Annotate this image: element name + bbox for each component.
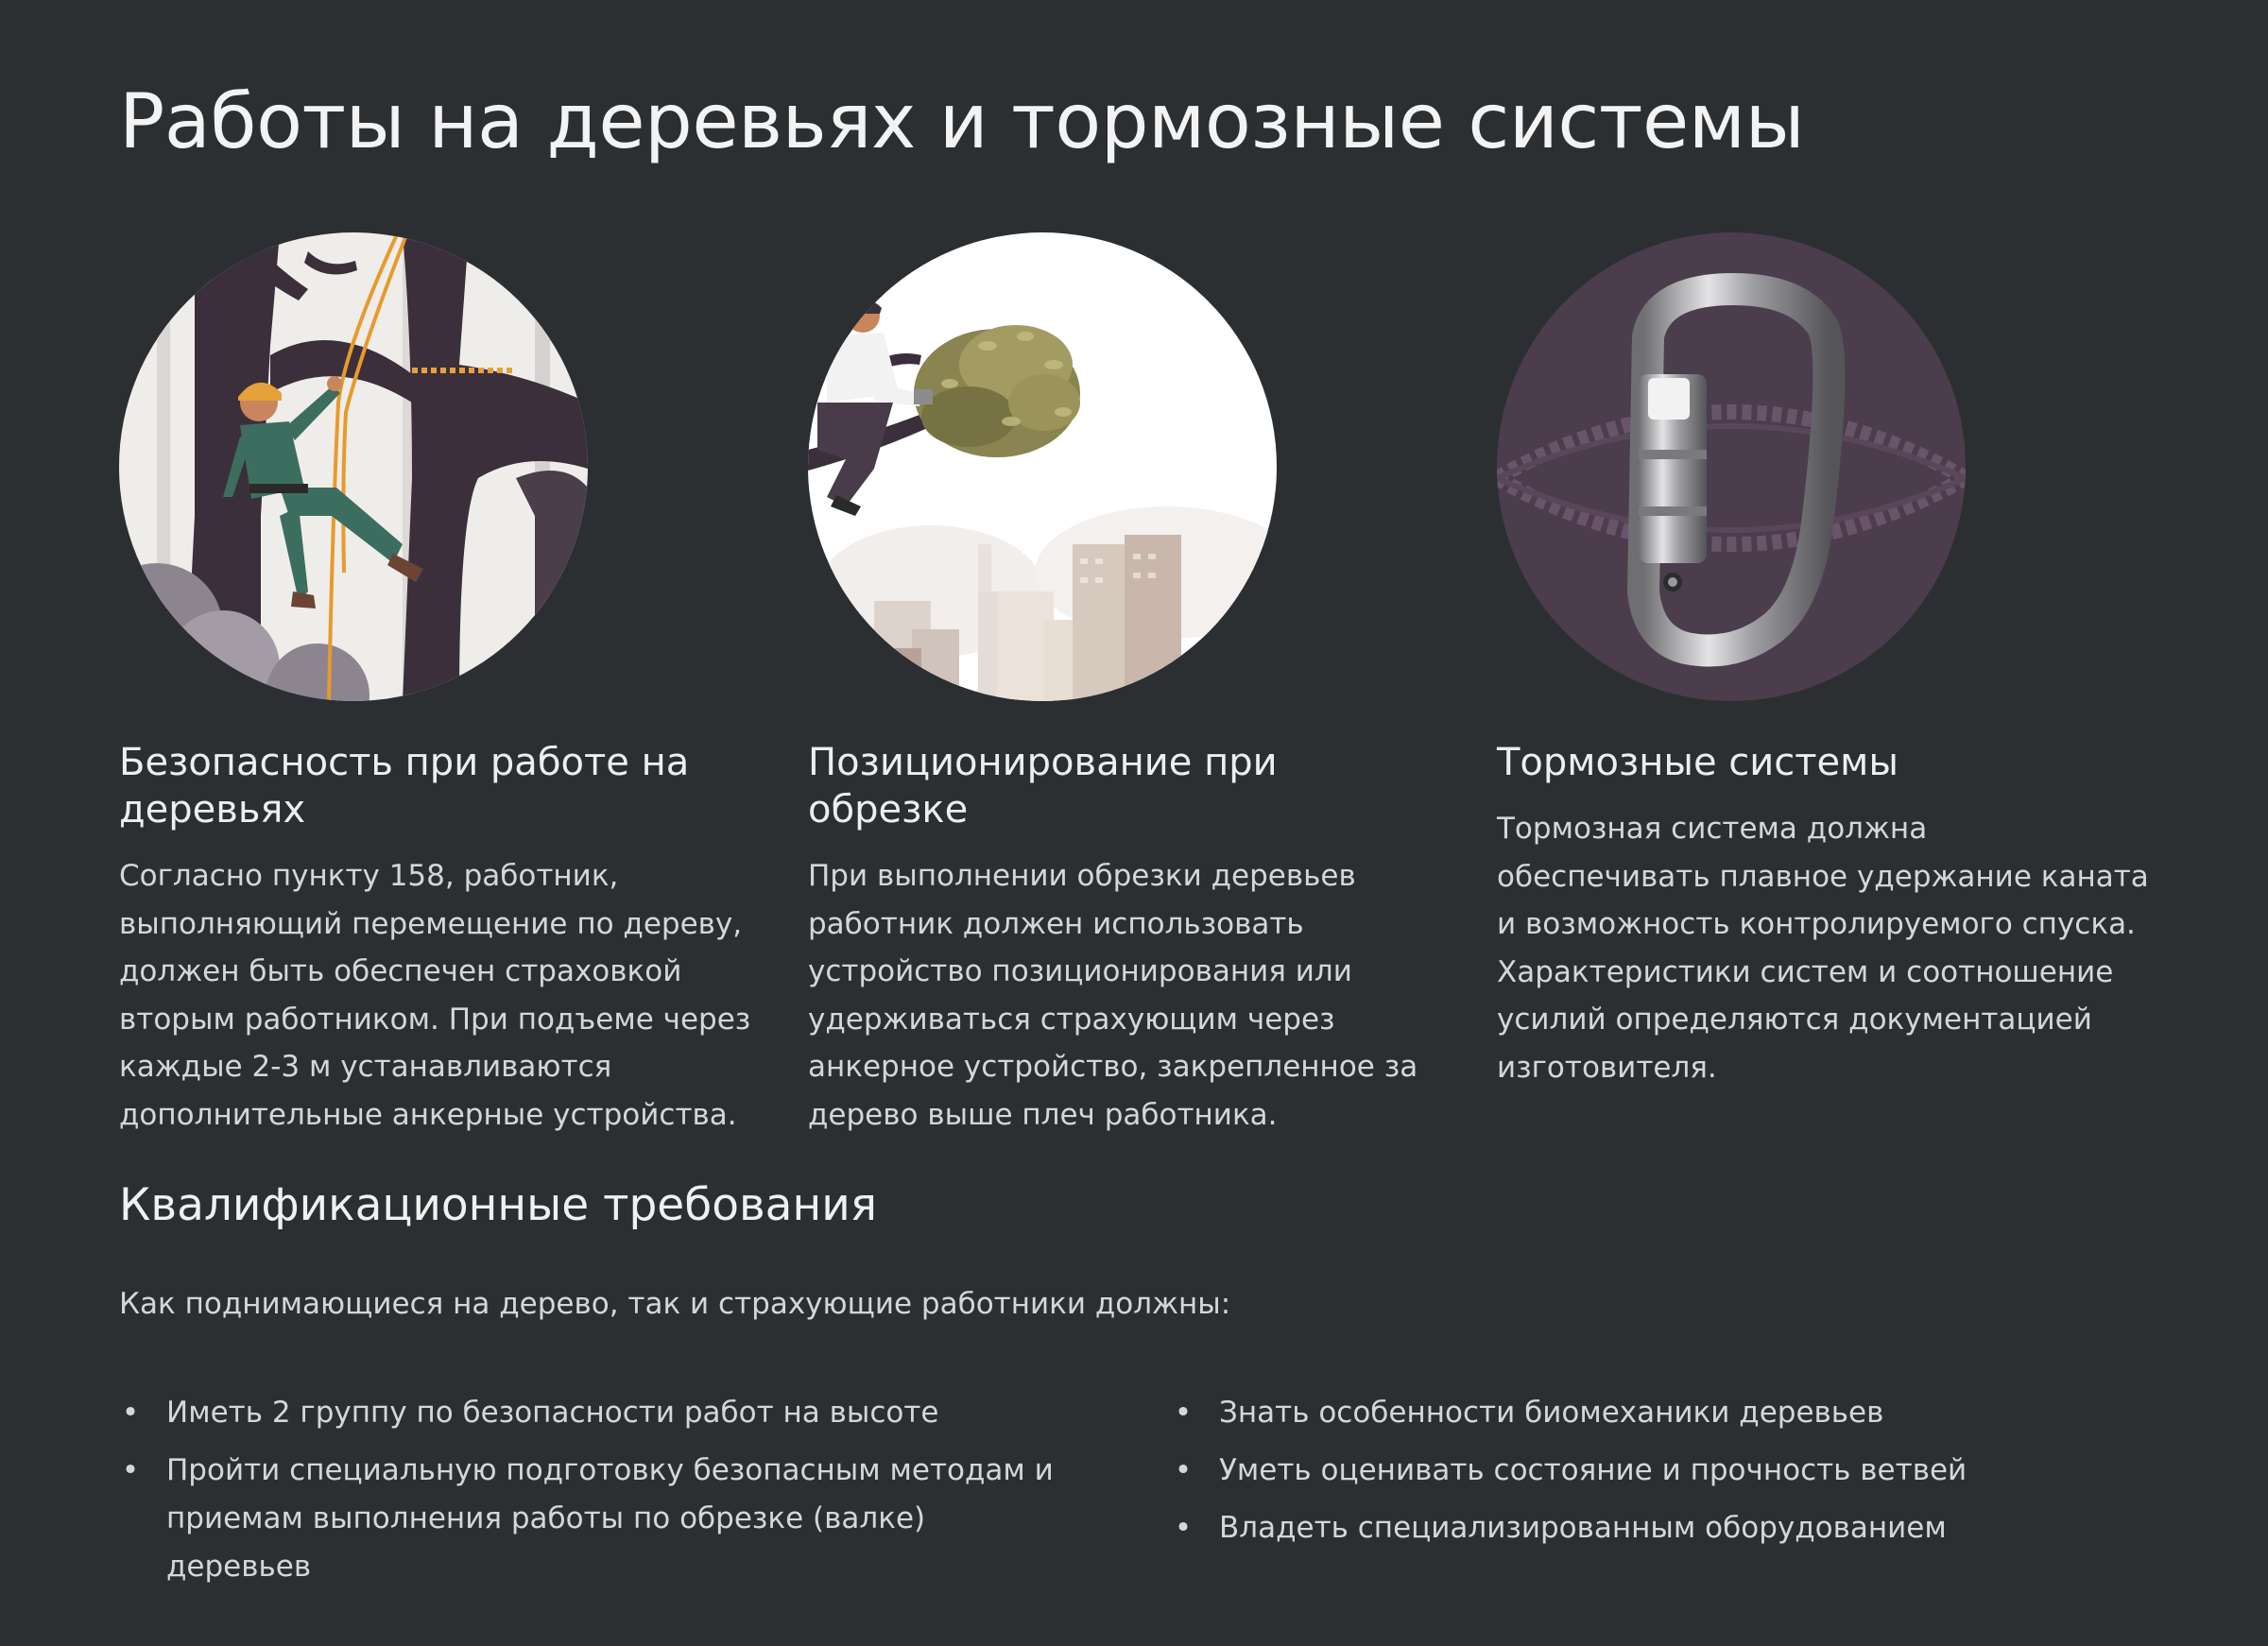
card-title: Безопасность при работе на деревьях: [119, 741, 690, 832]
card-brake-systems: [1497, 232, 2158, 1091]
card-title: Позиционирование при обрезке: [808, 741, 1278, 832]
list-item: • Владеть специализированным оборудованием: [1172, 1504, 2117, 1552]
card-title: Тормозные системы: [1497, 741, 1899, 784]
card-text: Согласно пункту 158, работник, выполняющий перемещение по дереву, должен быть обеспечен страховкой вторым работником. При подъеме через каждые 2-3 м устанавливаются дополнительные анкерные устройства.: [119, 859, 751, 1132]
list-item: • Уметь оценивать состояние и прочность ветвей: [1172, 1447, 2117, 1495]
card-text: Тормозная система должна обеспечивать плавное удержание каната и возможность контролируемого спуска. Характеристики систем и соотношение усилий определяются документацией изготовителя.: [1497, 812, 2149, 1085]
carabiner-illustration: [1497, 232, 1966, 701]
requirements-list-left: [119, 1389, 1064, 1601]
bullet-icon: •: [1174, 1453, 1193, 1487]
card-tree-safety: [119, 232, 781, 1139]
bullet-icon: •: [121, 1453, 140, 1487]
qualification-title: Квалификационные требования: [119, 1179, 878, 1231]
list-item: • Пройти специальную подготовку безопасным методам и приемам выполнения работы по обрезке (валке) деревьев: [119, 1447, 1064, 1591]
bullet-icon: •: [1174, 1511, 1193, 1545]
card-text: При выполнении обрезки деревьев работник должен использовать устройство позиционирования или удерживаться страхующим через анкерное устройство, закрепленное за дерево выше плеч работника.: [808, 859, 1418, 1132]
pruning-worker-illustration: [808, 232, 1277, 701]
card-pruning-positioning: [808, 232, 1469, 1139]
bullet-icon: •: [1174, 1396, 1193, 1430]
bullet-icon: •: [121, 1396, 140, 1430]
qualification-intro: Как поднимающиеся на дерево, так и страхующие работники должны:: [119, 1287, 1231, 1321]
page-title: Работы на деревьях и тормозные системы: [119, 77, 1805, 165]
list-item: • Знать особенности биомеханики деревьев: [1172, 1389, 2117, 1437]
requirements-list-right: [1172, 1389, 2117, 1562]
list-item: • Иметь 2 группу по безопасности работ на высоте: [119, 1389, 1064, 1437]
tree-climber-illustration: [119, 232, 588, 701]
